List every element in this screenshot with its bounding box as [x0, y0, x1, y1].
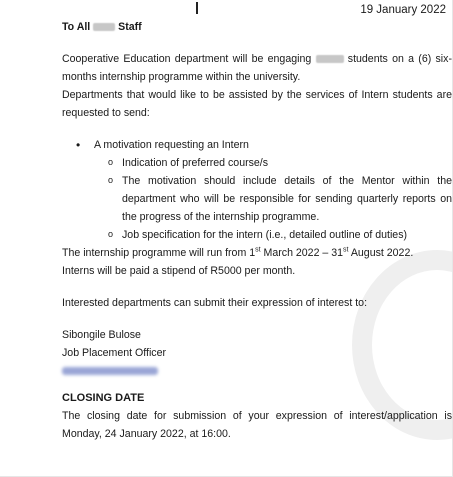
- sub-list: [94, 154, 452, 244]
- signer-title: Job Placement Officer: [62, 347, 167, 359]
- stipend-line: Interns will be paid a stipend of R5000 per month.: [62, 265, 296, 277]
- redacted-email-link[interactable]: [62, 367, 158, 375]
- programme-dates: The internship programme will run from 1st March 2022 – 31st August 2022.: [62, 246, 414, 259]
- paragraph-request: Departments that would like to be assisted by the services of Intern students are requested to send:: [62, 89, 452, 119]
- list-item: • A motivation requesting an Intern o Indication of preferred course/s o The motivation should include details of the Mentor within the department who will be responsible for sending quarterly reports on the progress of the internship programme. o Job specification for the intern (i.e., detailed outline of duties): [62, 136, 452, 244]
- letter-date: 19 January 2022: [360, 4, 446, 16]
- signer-name: Sibongile Bulose: [62, 329, 141, 341]
- paragraph-intro: Cooperative Education department will be engaging students on a (6) six-months internship programme within the university.: [62, 53, 452, 83]
- interest-line: Interested departments can submit their expression of interest to:: [62, 297, 368, 309]
- addressee-line: To All Staff: [62, 21, 142, 33]
- closing-heading: CLOSING DATE: [62, 392, 145, 404]
- redacted-text: [316, 55, 344, 63]
- requirements-list: [62, 136, 452, 244]
- text-cursor: [196, 2, 198, 14]
- sub-list-item: o The motivation should include details of the Mentor within the department who will be responsible for sending quarterly reports on the progress of the internship programme.: [94, 172, 452, 226]
- sub-list-item: o Indication of preferred course/s: [94, 154, 452, 172]
- redacted-text: [93, 23, 115, 31]
- letter-body: [62, 18, 452, 443]
- sub-list-item: o Job specification for the intern (i.e., detailed outline of duties): [94, 226, 452, 244]
- closing-text: The closing date for submission of your expression of interest/application is Monday, 24 January 2022, at 16:00.: [62, 410, 452, 440]
